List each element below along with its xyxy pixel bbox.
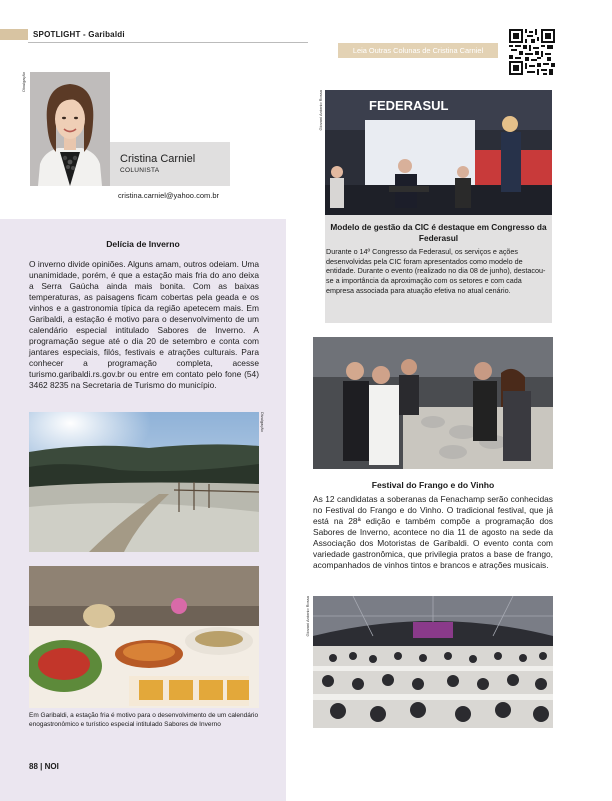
header-divider: [28, 42, 308, 43]
section-color-bar: [0, 29, 28, 40]
buffet-food-photo: [29, 566, 259, 708]
columnist-email[interactable]: cristina.carniel@yahoo.com.br: [118, 191, 219, 200]
photo-credit: Divulgação: [21, 72, 26, 92]
qr-code-icon[interactable]: [509, 29, 555, 75]
columnist-portrait: [30, 72, 110, 186]
festival-hall-photo: [313, 596, 553, 728]
article-winter-title: Delícia de Inverno: [106, 239, 180, 249]
article-federasul-title: Modelo de gestão da CIC é destaque em Congresso da Federasul: [330, 222, 547, 243]
columnist-role: COLUNISTA: [120, 167, 160, 174]
more-columns-link[interactable]: Leia Outras Colunas de Cristina Carniel: [338, 43, 498, 58]
article-frango-title: Festival do Frango e do Vinho: [371, 480, 495, 490]
photo-credit: Giovani Antonio Rossa: [318, 90, 323, 131]
photo-credit: Giovani Antonio Rossa: [305, 596, 310, 637]
photo-caption: Em Garibaldi, a estação fria é motivo para o desenvolvimento de um calendário enogastronômico e turístico especial intitulado Sabores de Inverno: [29, 712, 259, 728]
article-winter-body: O inverno divide opiniões. Alguns amam, outros odeiam. Uma unanimidade, porém, é que a estação mais fria do ano deixa a Serra Gaúcha ainda mais bonita. Com as baixas temperaturas, as paisagens ficam cobertas pela geada e os vinhos e a gastronomia típica da região apetecem mais. Em Garibaldi, a estação é motivo para o desenvolvimento de um calendário especial intitulado Sabores de Inverno. A programação segue até o dia 20 de setembro e conta com jantares especiais, filós, festivais e atrações culturais. Para conhecer a programação completa, acesse turismo.garibaldi.rs.gov.br ou entre em contato pelo fone (54) 3462 8235 na Secretaria de Turismo do município.: [29, 259, 259, 390]
columnist-name: Cristina Carniel: [120, 153, 196, 165]
winter-landscape-photo: [29, 412, 259, 552]
federasul-banner-text: FEDERASUL: [369, 98, 449, 113]
article-federasul-body: Durante o 14º Congresso da Federasul, os serviços e ações desenvolvidas pela CIC foram apresentados como modelo de entidade. Durante o evento (realizado no dia 08 de junho), destacou-se a importância da aproximação com os setores e com cada empresa associada para atuação efetiva no atual cenário.: [326, 247, 546, 295]
festival-buffet-photo: [313, 337, 553, 469]
section-title: SPOTLIGHT - Garibaldi: [33, 30, 125, 39]
article-frango-body: As 12 candidatas a soberanas da Fenachamp serão conhecidas no Festival do Frango e do Vinho. O tradicional festival, que já está na 28ª edição e também compõe a programação dos Sabores de Inverno, acontece no dia 11 de agosto na sede da Associação dos Motoristas de Garibaldi. O evento conta com variedade gastronômica, que privilegia pratos a base de frango, acompanhados de vinhos tintos e brancos e atrações musicais.: [313, 494, 553, 570]
federasul-congress-photo: [325, 90, 552, 215]
page-number: 88 | NOI: [29, 762, 59, 771]
photo-credit: Divulgação: [260, 412, 265, 432]
